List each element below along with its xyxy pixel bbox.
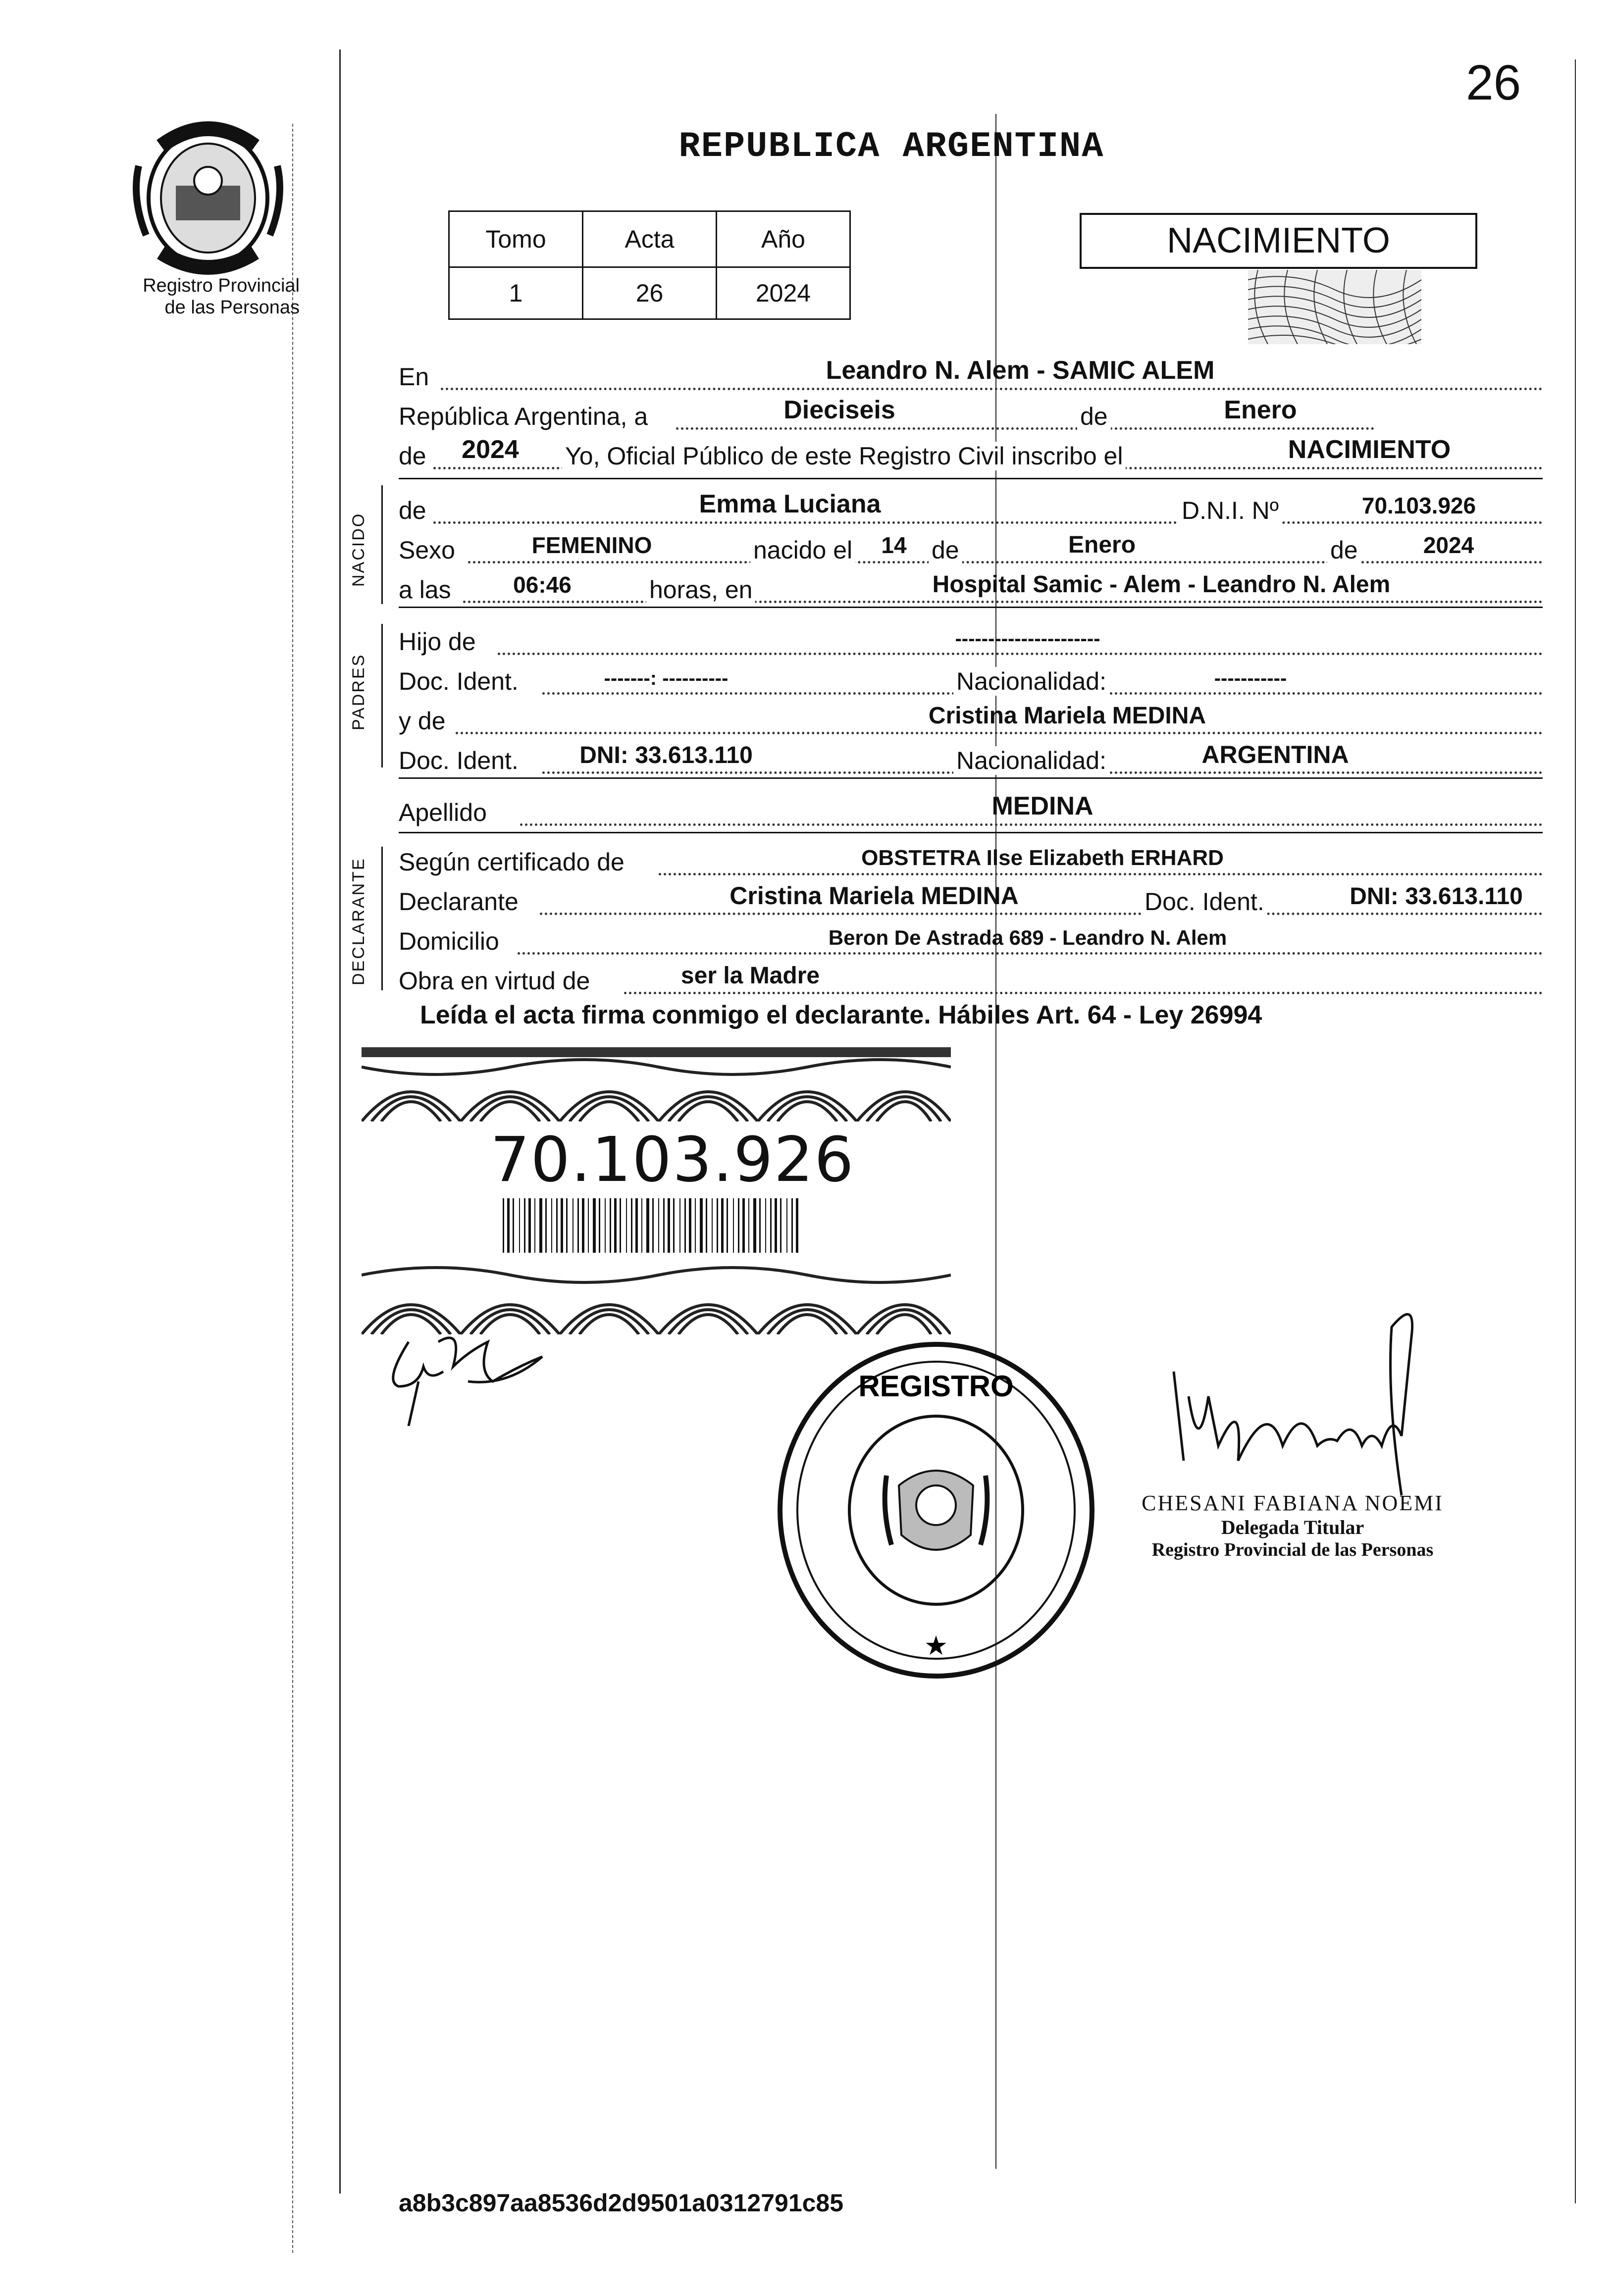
barcode-bar <box>742 1198 745 1253</box>
barcode-bar <box>503 1198 504 1253</box>
security-band-top <box>362 1047 951 1122</box>
value-child-name: Emma Luciana <box>699 490 881 518</box>
label-de: de <box>1077 402 1111 431</box>
official-role: Delegada Titular <box>1221 1516 1364 1538</box>
svg-text:★: ★ <box>925 1633 947 1659</box>
section-bracket <box>381 847 383 990</box>
line-republica <box>399 396 1543 436</box>
value-nac2: ARGENTINA <box>1201 741 1349 768</box>
registry-line-2: de las Personas <box>164 297 300 318</box>
rule <box>399 832 1543 833</box>
label-dni: D.N.I. Nº <box>1179 496 1282 525</box>
line-apellido <box>399 792 1543 832</box>
barcode-bar <box>700 1198 703 1253</box>
label-de: de <box>399 497 426 524</box>
reference-table <box>448 210 851 320</box>
barcode-bar <box>791 1198 793 1253</box>
barcode-bar <box>706 1198 707 1253</box>
barcode-bar <box>577 1198 579 1253</box>
label-horas-en: horas, en <box>646 575 755 604</box>
rule <box>399 777 1543 779</box>
label-sexo: Sexo <box>399 536 455 564</box>
line-hijo <box>399 621 1543 661</box>
value-anio: 2024 <box>717 267 850 319</box>
value-birth-place: Hospital Samic - Alem - Leandro N. Alem <box>932 571 1391 598</box>
barcode-bar <box>663 1198 665 1253</box>
label-de-2: de <box>929 536 962 564</box>
label-doc-ident-1: Doc. Ident. <box>399 667 519 695</box>
barcode-bar <box>593 1198 596 1253</box>
value-nac1: ----------- <box>1214 667 1287 689</box>
value-domicilio: Beron De Astrada 689 - Leandro N. Alem <box>828 926 1227 949</box>
line-certificado <box>399 842 1543 881</box>
barcode-bar <box>556 1198 558 1253</box>
value-place: Leandro N. Alem - SAMIC ALEM <box>826 356 1215 385</box>
barcode-bar <box>679 1198 680 1253</box>
line-nacido-name <box>399 490 1543 530</box>
barcode-bar <box>524 1198 525 1253</box>
misiones-crest-logo <box>126 116 290 275</box>
value-birth-year: 2024 <box>1423 532 1474 558</box>
barcode-bar <box>759 1198 761 1253</box>
barcode-bar <box>689 1198 691 1253</box>
barcode-bar <box>561 1198 563 1253</box>
value-child-dni: 70.103.926 <box>1361 493 1476 518</box>
dotted-leader <box>520 823 1543 826</box>
dotted-leader <box>498 653 1543 655</box>
barcode-bar <box>528 1198 531 1253</box>
barcode-bar <box>635 1198 638 1253</box>
barcode-bar <box>620 1198 621 1253</box>
rule <box>399 478 1543 479</box>
document-hash: a8b3c897aa8536d2d9501a0312791c85 <box>399 2189 844 2217</box>
value-obra: ser la Madre <box>680 963 820 989</box>
header-tomo: Tomo <box>449 211 583 267</box>
label-hijo-de: Hijo de <box>399 628 476 656</box>
value-doc2: DNI: 33.613.110 <box>579 742 753 768</box>
label-y-de: y de <box>399 707 446 735</box>
barcode-bar <box>605 1198 606 1253</box>
page-number: 26 <box>1466 55 1521 110</box>
value-declarante-doc: DNI: 33.613.110 <box>1350 883 1523 910</box>
barcode-bar <box>513 1198 514 1253</box>
barcode-bar <box>684 1198 686 1253</box>
label-obra-en-virtud: Obra en virtud de <box>399 967 590 995</box>
official-block <box>1124 1490 1461 1561</box>
label-domicilio: Domicilio <box>399 927 499 955</box>
registry-line-1: Registro Provincial <box>143 275 300 296</box>
registry-seal <box>773 1337 1099 1684</box>
value-time: 06:46 <box>513 572 572 598</box>
barcode-bar <box>566 1198 568 1253</box>
label-nacionalidad-1: Nacionalidad: <box>953 667 1109 696</box>
official-org: Registro Provincial de las Personas <box>1151 1539 1434 1560</box>
label-alas: a las <box>399 576 451 604</box>
dotted-leader <box>456 732 1543 734</box>
line-sexo <box>399 530 1543 569</box>
header-acta: Acta <box>583 211 717 267</box>
dotted-leader <box>468 561 1543 563</box>
barcode-bar <box>753 1198 756 1253</box>
barcode-bar <box>796 1198 798 1253</box>
dotted-leader <box>441 388 1543 390</box>
barcode-bar <box>738 1198 739 1253</box>
barcode-bar <box>519 1198 520 1253</box>
value-tomo: 1 <box>449 267 583 319</box>
value-certificado: OBSTETRA Ilse Elizabeth ERHARD <box>861 846 1224 870</box>
barcode-bar <box>770 1198 772 1253</box>
label-de-3: de <box>1327 536 1361 564</box>
barcode-bar <box>765 1198 766 1253</box>
header-anio: Año <box>717 211 850 267</box>
label-inscribo: Yo, Oficial Público de este Registro Civil inscribo el <box>562 442 1126 470</box>
value-doc1: -------: ---------- <box>604 667 729 689</box>
section-label-padres: PADRES <box>349 653 368 730</box>
line-doc1 <box>399 661 1543 701</box>
section-bracket <box>381 485 383 604</box>
dotted-leader <box>676 427 1374 430</box>
barcode-bar <box>717 1198 718 1253</box>
value-year: 2024 <box>462 435 519 464</box>
barcode-bar <box>539 1198 542 1253</box>
official-signature <box>1154 1297 1436 1505</box>
barcode-bar <box>658 1198 659 1253</box>
label-doc-ident-2: Doc. Ident. <box>399 747 519 774</box>
barcode-bar <box>588 1198 589 1253</box>
dotted-leader <box>463 601 1543 603</box>
value-day: Dieciseis <box>783 396 895 424</box>
barcode-bar <box>599 1198 600 1253</box>
section-label-nacido: NACIDO <box>349 512 368 587</box>
barcode-bar <box>721 1198 724 1253</box>
line-en <box>399 357 1543 396</box>
barcode-bar <box>695 1198 696 1253</box>
barcode-bar <box>614 1198 617 1253</box>
line-declarante <box>399 881 1543 921</box>
security-guilloche <box>1248 270 1421 344</box>
barcode-bar <box>641 1198 642 1253</box>
right-margin-line <box>1575 59 1576 2203</box>
label-nacido-el: nacido el <box>750 536 855 564</box>
official-name: CHESANI FABIANA NOEMI <box>1142 1491 1444 1515</box>
left-edge-dash <box>292 124 293 2253</box>
value-inscribo: NACIMIENTO <box>1288 435 1451 464</box>
barcode-bar <box>551 1198 552 1253</box>
left-margin-line <box>339 50 341 2194</box>
value-birth-month: Enero <box>1068 532 1136 558</box>
barcode-bar <box>545 1198 547 1253</box>
barcode-bar <box>626 1198 627 1253</box>
value-sexo: FEMENINO <box>531 532 652 558</box>
section-bracket <box>381 624 383 767</box>
barcode-bar <box>534 1198 535 1253</box>
barcode-bar <box>668 1198 670 1253</box>
document-title: REPUBLICA ARGENTINA <box>678 126 1104 167</box>
rule <box>399 607 1543 608</box>
line-domicilio <box>399 921 1543 961</box>
barcode-bar <box>786 1198 787 1253</box>
value-month: Enero <box>1224 396 1297 424</box>
legal-text: Leída el acta firma conmigo el declarante. Hábiles Art. 64 - Ley 26994 <box>420 1001 1262 1029</box>
barcode-bar <box>673 1198 675 1253</box>
line-alas <box>399 569 1543 609</box>
value-apellido: MEDINA <box>991 792 1093 820</box>
svg-text:REGISTRO: REGISTRO <box>858 1370 1014 1403</box>
barcode-bar <box>727 1198 728 1253</box>
dotted-leader <box>518 952 1543 955</box>
line-inscribo <box>399 436 1543 475</box>
label-declarante: Declarante <box>399 888 519 916</box>
value-acta: 26 <box>583 267 717 319</box>
dotted-leader <box>624 992 1543 994</box>
declarant-signature <box>379 1312 557 1426</box>
record-type-box: NACIMIENTO <box>1080 213 1477 269</box>
value-father: ---------------------- <box>955 628 1100 650</box>
barcode-bar <box>775 1198 777 1253</box>
value-declarante: Cristina Mariela MEDINA <box>729 882 1019 910</box>
dotted-leader <box>433 521 1543 524</box>
dotted-leader <box>540 913 1543 915</box>
barcode <box>503 1198 800 1253</box>
line-obra <box>399 961 1543 1000</box>
barcode-bar <box>631 1198 632 1253</box>
barcode-bar <box>780 1198 781 1253</box>
value-mother: Cristina Mariela MEDINA <box>928 703 1206 729</box>
barcode-bar <box>748 1198 749 1253</box>
value-birth-day: 14 <box>881 532 907 558</box>
barcode-bar <box>507 1198 510 1253</box>
barcode-bar <box>712 1198 713 1253</box>
registry-label <box>116 275 300 318</box>
barcode-bar <box>733 1198 734 1253</box>
line-yde <box>399 701 1543 740</box>
label-nacionalidad-2: Nacionalidad: <box>953 746 1109 775</box>
line-doc2 <box>399 740 1543 780</box>
section-label-declarante: DECLARANTE <box>349 857 368 985</box>
barcode-bar <box>646 1198 649 1253</box>
dni-large-number: 70.103.926 <box>490 1124 855 1196</box>
dotted-leader <box>659 873 1543 875</box>
label-segun-certificado: Según certificado de <box>399 848 625 876</box>
label-doc-ident-3: Doc. Ident. <box>1142 887 1267 916</box>
label-republica: República Argentina, a <box>399 403 648 430</box>
label-apellido: Apellido <box>399 799 487 826</box>
barcode-bar <box>652 1198 654 1253</box>
label-en: En <box>399 363 429 391</box>
label-de-year: de <box>399 442 426 470</box>
barcode-bar <box>582 1198 584 1253</box>
barcode-bar <box>610 1198 611 1253</box>
